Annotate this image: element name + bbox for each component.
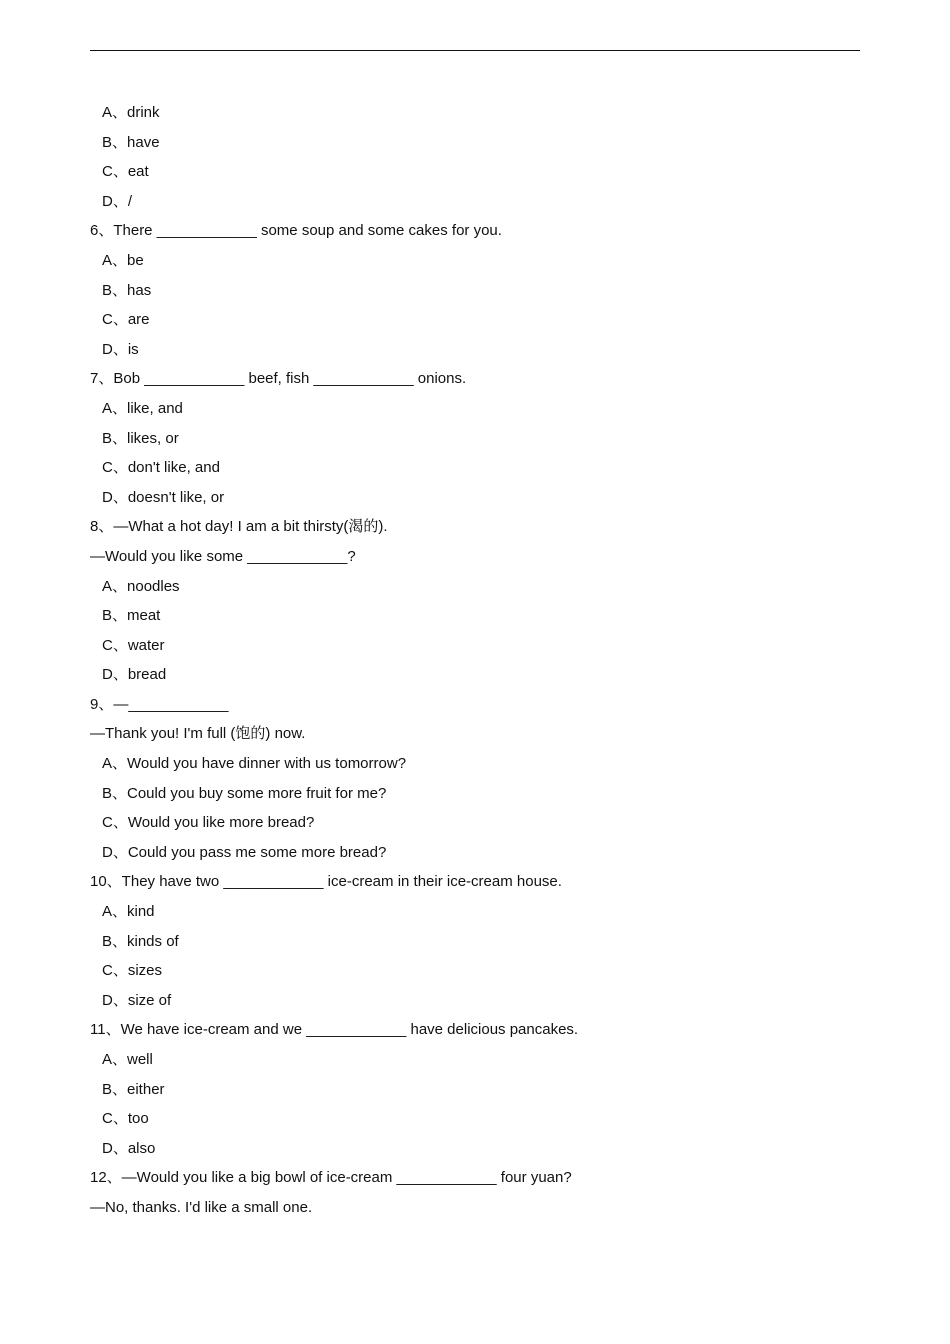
option-line: D、also: [102, 1139, 156, 1157]
question-11: 11、We have ice-cream and we ____________ have delicious pancakes.: [90, 1021, 579, 1039]
question-8-dialogue: —Would you like some ____________?: [90, 547, 356, 565]
option-line: D、is: [102, 340, 139, 358]
worksheet-content: [90, 98, 860, 1223]
option-line: C、don't like, and: [102, 459, 220, 477]
question-9-dialogue: —Thank you! I'm full (饱的) now.: [90, 725, 306, 743]
option-line: D、Could you pass me some more bread?: [102, 843, 387, 861]
question-10: 10、They have two ____________ ice-cream in their ice-cream house.: [90, 873, 562, 891]
option-line: B、has: [102, 281, 152, 299]
option-line: C、are: [102, 311, 150, 329]
question-8: 8、—What a hot day! I am a bit thirsty(渴的).: [90, 518, 388, 536]
option-line: D、size of: [102, 991, 172, 1009]
question-7: 7、Bob ____________ beef, fish ____________ onions.: [90, 370, 467, 388]
option-line: C、too: [102, 1110, 149, 1128]
option-line: A、like, and: [102, 399, 183, 417]
option-line: C、eat: [102, 163, 149, 181]
option-line: D、doesn't like, or: [102, 488, 225, 506]
option-line: B、meat: [102, 607, 161, 625]
option-line: B、have: [102, 133, 160, 151]
option-line: D、bread: [102, 666, 167, 684]
question-12-dialogue: —No, thanks. I'd like a small one.: [90, 1198, 313, 1216]
option-line: C、Would you like more bread?: [102, 814, 315, 832]
option-line: A、noodles: [102, 577, 180, 595]
option-line: A、Would you have dinner with us tomorrow?: [102, 755, 407, 773]
header-rule: [90, 50, 860, 51]
option-line: C、sizes: [102, 962, 163, 980]
option-line: C、water: [102, 636, 165, 654]
option-line: D、/: [102, 192, 133, 210]
option-line: A、kind: [102, 903, 155, 921]
option-line: B、Could you buy some more fruit for me?: [102, 784, 387, 802]
option-line: B、either: [102, 1080, 165, 1098]
question-12: 12、—Would you like a big bowl of ice-cream ____________ four yuan?: [90, 1169, 572, 1187]
question-6: 6、There ____________ some soup and some cakes for you.: [90, 222, 502, 240]
option-line: A、drink: [102, 104, 160, 121]
option-line: A、well: [102, 1051, 153, 1068]
question-9: 9、—____________: [90, 695, 229, 713]
option-line: B、likes, or: [102, 429, 179, 447]
option-line: A、be: [102, 251, 144, 269]
option-line: B、kinds of: [102, 932, 179, 950]
